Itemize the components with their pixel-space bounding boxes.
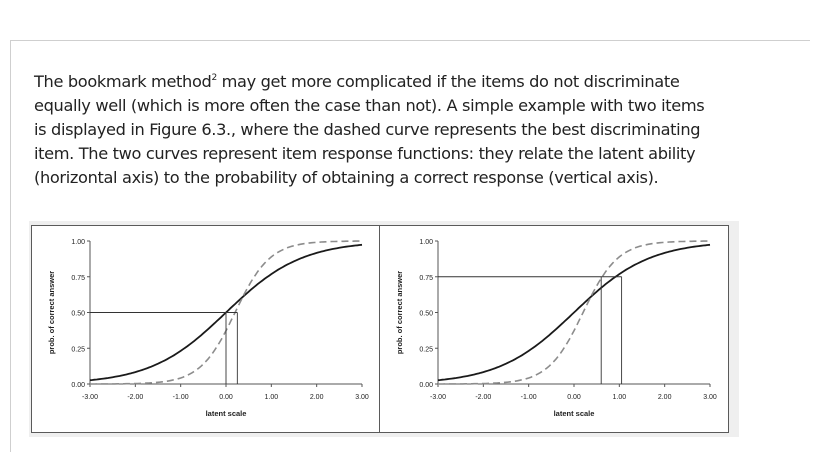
x-tick-label: 0.00 <box>219 394 233 401</box>
top-divider <box>10 40 810 41</box>
x-tick-label: -2.00 <box>475 394 492 401</box>
x-tick-label: 1.00 <box>264 394 279 401</box>
paragraph-line-4: item. The two curves represent item response functions: they relate the latent ability <box>34 144 696 163</box>
x-tick-label: -2.00 <box>127 394 144 401</box>
x-tick-label: 3.00 <box>355 394 369 401</box>
chart-1 <box>32 226 380 432</box>
chart-1-frame <box>31 225 381 433</box>
x-tick-label: -1.00 <box>172 394 189 401</box>
body-paragraph <box>34 70 794 190</box>
x-tick-label: -3.00 <box>430 394 446 401</box>
chart-2 <box>380 226 728 432</box>
y-tick-label: 0.00 <box>71 382 85 389</box>
y-tick-label: 0.75 <box>419 274 433 282</box>
y-tick-label: 0.50 <box>419 310 433 318</box>
footnote-marker[interactable]: 2 <box>211 73 217 83</box>
y-tick-label: 1.00 <box>419 239 433 246</box>
x-tick-label: 2.00 <box>309 394 324 401</box>
paragraph-line-5: (horizontal axis) to the probability of obtaining a correct response (vertical axis). <box>34 168 659 187</box>
left-divider <box>10 40 11 452</box>
y-axis-label: prob. of correct answer <box>47 270 56 355</box>
x-tick-label: 3.00 <box>703 394 717 401</box>
x-tick-label: 0.00 <box>567 394 581 401</box>
x-tick-label: 2.00 <box>657 394 672 401</box>
paragraph-line-3: is displayed in Figure 6.3., where the dashed curve represents the best discriminating <box>34 120 701 139</box>
y-tick-label: 1.00 <box>71 239 85 246</box>
y-tick-label: 0.75 <box>71 274 85 282</box>
y-axis-label: prob. of correct answer <box>395 270 404 355</box>
x-tick-label: -1.00 <box>520 394 537 401</box>
paragraph-text: The bookmark method <box>34 72 212 91</box>
x-axis-label: latent scale <box>205 409 247 418</box>
chart-2-frame <box>379 225 729 433</box>
paragraph-line-2: equally well (which is more often the case than not). A simple example with two items <box>34 96 705 115</box>
x-tick-label: -3.00 <box>82 394 98 401</box>
x-axis-label: latent scale <box>553 409 595 418</box>
paragraph-line-1 <box>34 70 794 94</box>
y-tick-label: 0.25 <box>71 346 85 354</box>
solid-curve-series <box>438 245 710 380</box>
y-tick-label: 0.50 <box>71 310 85 318</box>
x-tick-label: 1.00 <box>612 394 627 401</box>
paragraph-text: may get more complicated if the items do not discriminate <box>216 72 680 91</box>
y-tick-label: 0.00 <box>419 382 433 389</box>
y-tick-label: 0.25 <box>419 346 433 354</box>
